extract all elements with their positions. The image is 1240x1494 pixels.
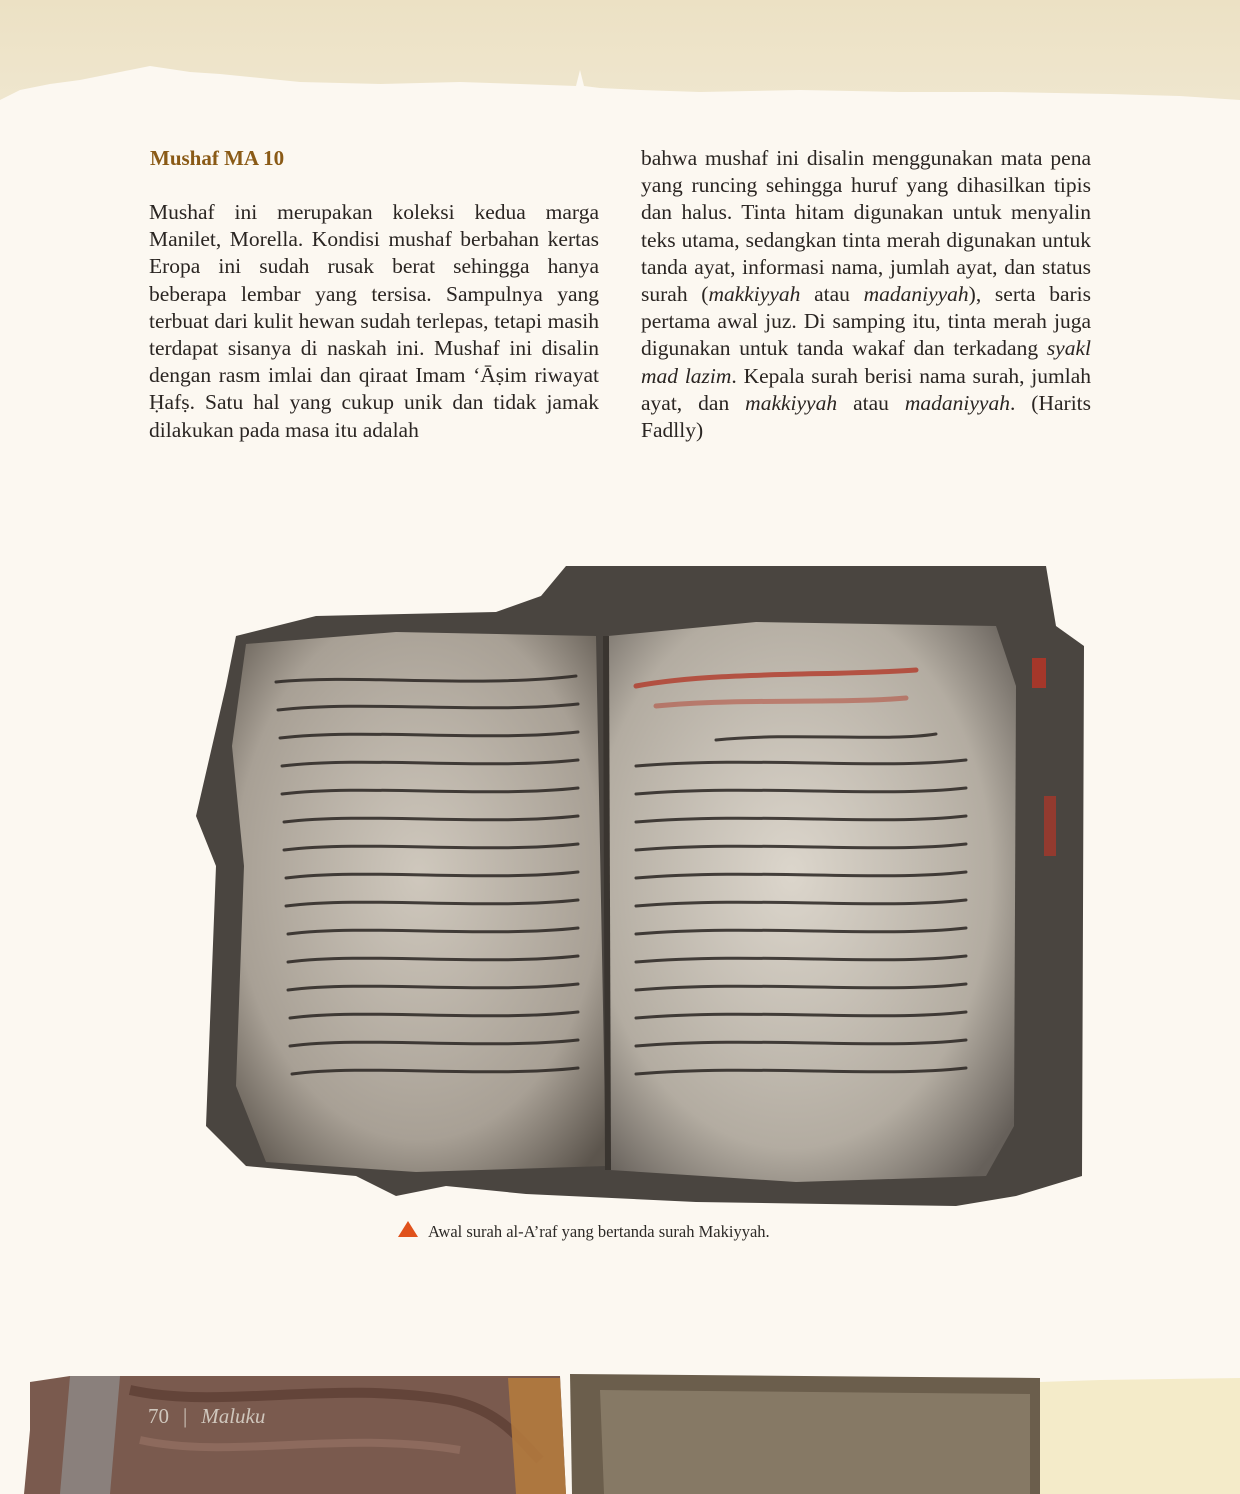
body-paragraph-left: Mushaf ini merupakan koleksi kedua marga Manilet, Morella. Kondisi mushaf berbahan kertas Eropa ini sudah rusak berat sehingga hanya beberapa lembar yang tersisa. Sampulnya yang terbuat dari kulit hewan sudah terlepas, tetapi masih terdapat sisanya di naskah ini. Mushaf ini disalin dengan rasm imlai dan qiraat Imam ‘Āṣim riwayat Ḥafṣ. Satu hal yang cukup unik dan tidak jamak dilakukan pada masa itu adalah: [149, 200, 599, 442]
body-paragraph-right: bahwa mushaf ini disalin menggunakan mata pena yang runcing sehingga huruf yang dihasilkan tipis dan halus. Tinta hitam digunakan untuk menyalin teks utama, sedangkan tinta merah digunakan untuk tanda ayat, informasi nama, jumlah ayat, dan status surah (makkiyyah atau madaniyyah), serta baris pertama awal juz. Di samping itu, tinta merah juga digunakan untuk tanda wakaf dan terkadang syakl mad lazim. Kepala surah berisi nama surah, jumlah ayat, dan makkiyyah atau madaniyyah. (Harits Fadlly): [641, 146, 1092, 443]
section-heading: Mushaf MA 10: [150, 146, 285, 170]
page-footer: [148, 1404, 265, 1429]
footer-section-name: Maluku: [201, 1404, 266, 1428]
figure-caption: [398, 1222, 770, 1242]
caption-text: Awal surah al-A’raf yang bertanda surah Makiyyah.: [428, 1222, 770, 1241]
body-text-right-column: [641, 145, 1091, 444]
footer-separator: |: [183, 1404, 188, 1428]
bottom-photo-strip: [0, 1370, 1240, 1494]
manuscript-photo: [196, 566, 1084, 1206]
torn-paper-header: [0, 0, 1240, 110]
body-text-left-column: [149, 199, 599, 444]
triangle-marker-icon: [398, 1221, 418, 1237]
page-number: 70: [148, 1404, 169, 1428]
